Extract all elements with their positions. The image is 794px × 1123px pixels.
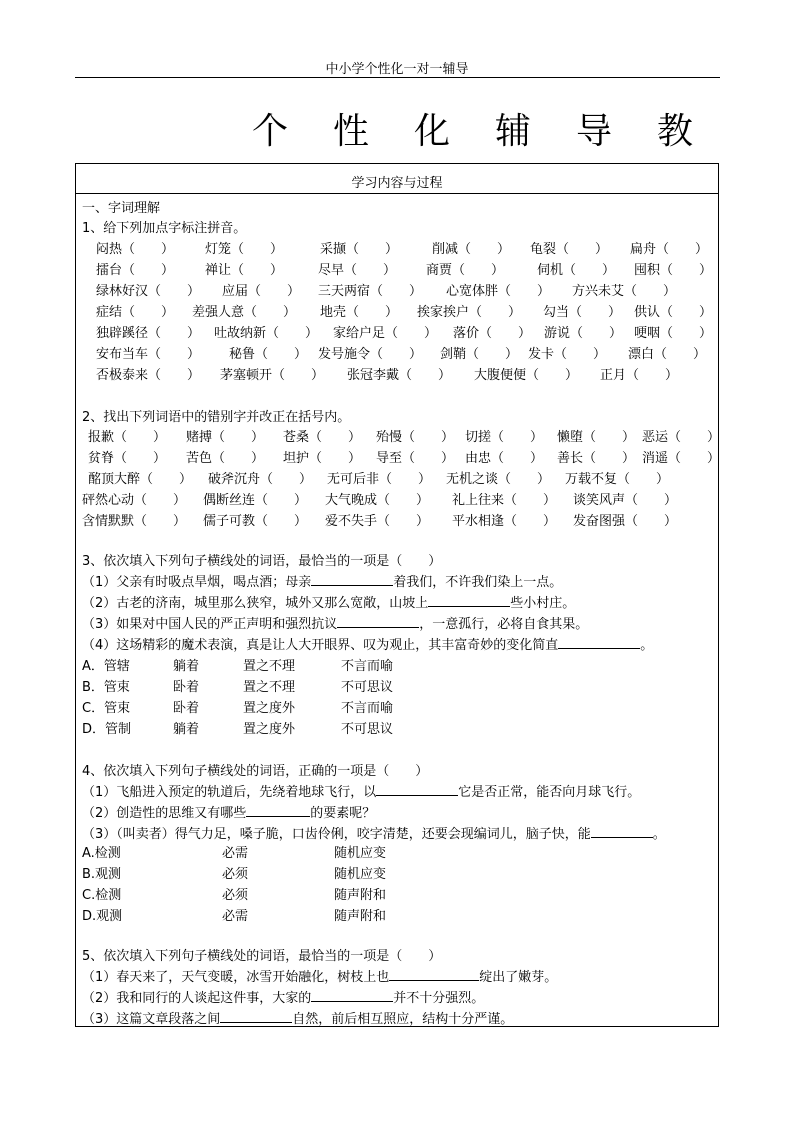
q5-sentence-3 [82,1008,513,1027]
option-cell: 必须 [222,888,249,903]
title-char: 教 [657,111,694,152]
sentence-text: （2）古老的济南，城里那么狭窄，城外又那么宽敞，山坡上 [82,596,429,611]
sentence-text: 的要素呢？ [310,806,376,821]
typo-item: 发奋图强（ ） [573,514,678,529]
content-box-title: 学习内容与过程 [351,176,443,191]
sentence-text: ，一意孤行，必将自食其果。 [419,617,589,632]
option-cell[interactable]: A.检测 [82,846,121,861]
option-cell: 置之不理 [243,659,296,674]
pinyin-item: 否极泰来（ ） [96,368,201,383]
sentence-text: （3）（叫卖者）得气力足，嗓子脆，口齿伶俐，咬字清楚，还要会现编词儿，脑子快，能 [82,827,591,842]
answer-blank[interactable] [376,782,458,796]
pinyin-item: 方兴未艾（ ） [572,284,677,299]
q3-sentence-1 [82,571,562,590]
typo-item: 谈笑风声（ ） [573,493,678,508]
answer-blank[interactable] [246,803,310,817]
sentence-text: （3）如果对中国人民的严正声明和强烈抗议 [82,617,338,632]
sentence-text: 并不十分强烈。 [393,991,485,1006]
typo-item: 苦色（ ） [186,451,265,466]
typo-item: 贫脊（ ） [88,451,167,466]
pinyin-item: 削减（ ） [432,242,511,257]
typo-item: 含情默默（ ） [82,514,187,529]
pinyin-item: 游说（ ） [544,326,623,341]
pinyin-item: 灯笼（ ） [205,242,284,257]
title-char: 化 [414,111,451,152]
option-cell[interactable]: C.检测 [82,888,122,903]
pinyin-item: 禅让（ ） [205,263,284,278]
pinyin-item: 正月（ ） [600,368,679,383]
pinyin-item: 心宽体胖（ ） [446,284,551,299]
option-cell: 随声附和 [334,909,387,924]
question-1-title: 1、给下列加点字标注拼音。 [82,221,247,236]
content-box-divider [75,193,719,194]
option-cell[interactable]: B.观测 [82,867,122,882]
pinyin-item: 挨家挨户（ ） [417,305,522,320]
option-cell: 置之度外 [243,722,296,737]
option-cell[interactable]: B．管束 [82,680,130,695]
sentence-text: 绽出了嫩芽。 [479,970,558,985]
option-cell: 不言而喻 [341,659,394,674]
answer-blank[interactable] [311,572,393,586]
pinyin-item: 大腹便便（ ） [474,368,579,383]
typo-item: 平水相逢（ ） [452,514,557,529]
sentence-text: 自然，前后相互照应，结构十分严谨。 [292,1012,514,1027]
sentence-text: （1）春天来了，天气变暖，冰雪开始融化，树枝上也 [82,970,390,985]
sentence-text: 着我们，不许我们染上一点。 [393,575,563,590]
pinyin-item: 采撷（ ） [320,242,399,257]
sentence-text: 它是否正常，能否向月球飞行。 [458,785,641,800]
typo-item: 切搓（ ） [465,430,544,445]
sentence-text: 些小村庄。 [510,596,576,611]
sentence-text: （2）我和同行的人谈起这件事，大家的 [82,991,312,1006]
pinyin-item: 绿林好汉（ ） [96,284,201,299]
typo-item: 消遥（ ） [642,451,721,466]
option-cell: 不可思议 [341,680,394,695]
pinyin-item: 擂台（ ） [96,263,175,278]
answer-blank[interactable] [337,614,419,628]
typo-item: 儒子可教（ ） [203,514,308,529]
title-char: 个 [252,111,289,152]
option-cell: 必需 [222,909,249,924]
q3-sentence-3 [82,613,588,632]
typo-item: 苍桑（ ） [283,430,362,445]
option-cell: 随机应变 [334,867,387,882]
pinyin-item: 闷热（ ） [96,242,175,257]
pinyin-item: 发卡（ ） [528,347,607,362]
option-cell: 不言而喻 [341,701,394,716]
typo-item: 善长（ ） [557,451,636,466]
pinyin-item: 落价（ ） [453,326,532,341]
pinyin-item: 供认（ ） [634,305,713,320]
pinyin-item: 发号施令（ ） [318,347,423,362]
pinyin-item: 漂白（ ） [628,347,707,362]
sentence-text: （4）这场精彩的魔术表演，真是让人大开眼界、叹为观止，其丰富奇妙的变化简直 [82,638,559,653]
option-cell[interactable]: D．管制 [82,722,132,737]
typo-item: 万载不复（ ） [565,472,670,487]
section-heading: 一、字词理解 [82,201,161,216]
q4-sentence-3 [82,823,666,842]
title-char: 性 [333,111,370,152]
option-cell: 躺着 [173,722,200,737]
option-cell[interactable]: A．管辖 [82,659,130,674]
sentence-text: （3）这篇文章段落之间 [82,1012,221,1027]
answer-blank[interactable] [311,988,393,1002]
typo-item: 懒堕（ ） [557,430,636,445]
option-cell: 置之度外 [243,701,296,716]
q3-sentence-4 [82,634,653,653]
option-cell: 置之不理 [243,680,296,695]
typo-item: 导至（ ） [376,451,455,466]
q4-sentence-2 [82,802,375,821]
typo-item: 坦护（ ） [283,451,362,466]
title-char: 导 [576,111,613,152]
pinyin-item: 三天两宿（ ） [318,284,423,299]
q5-sentence-2 [82,987,484,1006]
sentence-text: 。 [652,827,666,842]
page-title [252,103,738,154]
sentence-text: （1）飞船进入预定的轨道后，先绕着地球飞行，以 [82,785,377,800]
typo-item: 大气晚成（ ） [325,493,430,508]
sentence-text: （2）创造性的思维又有哪些 [82,806,247,821]
header-divider [75,77,720,78]
pinyin-item: 安布当车（ ） [96,347,201,362]
typo-item: 赌搏（ ） [186,430,265,445]
pinyin-item: 哽咽（ ） [634,326,713,341]
option-cell[interactable]: D.观测 [82,909,123,924]
typo-item: 报歉（ ） [88,430,167,445]
option-cell[interactable]: C．管束 [82,701,131,716]
pinyin-item: 张冠李戴（ ） [347,368,452,383]
pinyin-item: 症结（ ） [96,305,175,320]
q3-sentence-2 [82,592,575,611]
option-cell: 躺着 [173,659,200,674]
pinyin-item: 应届（ ） [222,284,301,299]
sentence-text: （1）父亲有时吸点旱烟，喝点酒；母亲 [82,575,312,590]
q4-sentence-1 [82,781,640,800]
pinyin-item: 龟裂（ ） [530,242,609,257]
typo-item: 礼上往来（ ） [452,493,557,508]
option-cell: 卧着 [173,701,200,716]
pinyin-item: 茅塞顿开（ ） [220,368,325,383]
q5-sentence-1 [82,966,557,985]
option-cell: 随声附和 [334,888,387,903]
typo-item: 无机之谈（ ） [446,472,551,487]
option-cell: 必须 [222,867,249,882]
typo-item: 由忠（ ） [465,451,544,466]
answer-blank[interactable] [428,593,510,607]
pinyin-item: 家给户足（ ） [333,326,438,341]
option-cell: 不可思议 [341,722,394,737]
pinyin-item: 勾当（ ） [543,305,622,320]
pinyin-item: 地壳（ ） [320,305,399,320]
pinyin-item: 独辟蹊径（ ） [96,326,201,341]
answer-blank[interactable] [389,967,479,981]
sentence-text: 。 [640,638,654,653]
typo-item: 偶断丝连（ ） [203,493,308,508]
pinyin-item: 尽早（ ） [318,263,397,278]
typo-item: 破斧沉舟（ ） [208,472,313,487]
option-cell: 必需 [222,846,249,861]
option-cell: 随机应变 [334,846,387,861]
typo-item: 爱不失手（ ） [325,514,430,529]
option-cell: 卧着 [173,680,200,695]
pinyin-item: 商贾（ ） [426,263,505,278]
typo-item: 砰然心动（ ） [82,493,187,508]
pinyin-item: 秘鲁（ ） [229,347,308,362]
question-2-title: 2、找出下列词语中的错别字并改正在括号内。 [82,410,351,425]
typo-item: 无可后非（ ） [327,472,432,487]
typo-item: 酩顶大醉（ ） [88,472,193,487]
question-4-title: 4、依次填入下列句子横线处的词语，正确的一项是（ ） [82,764,429,779]
question-3-title: 3、依次填入下列句子横线处的词语，最恰当的一项是（ ） [82,554,442,569]
answer-blank[interactable] [558,635,640,649]
typo-item: 殆慢（ ） [376,430,455,445]
title-char: 辅 [495,111,532,152]
page-header-title: 中小学个性化一对一辅导 [325,62,469,77]
answer-blank[interactable] [220,1009,292,1023]
answer-blank[interactable] [591,824,653,838]
question-5-title: 5、依次填入下列句子横线处的词语，最恰当的一项是（ ） [82,949,442,964]
typo-item: 恶运（ ） [642,430,721,445]
pinyin-item: 剑鞘（ ） [440,347,519,362]
pinyin-item: 吐故纳新（ ） [214,326,319,341]
pinyin-item: 伺机（ ） [537,263,616,278]
pinyin-item: 差强人意（ ） [192,305,297,320]
pinyin-item: 囤积（ ） [634,263,713,278]
pinyin-item: 扁舟（ ） [630,242,709,257]
